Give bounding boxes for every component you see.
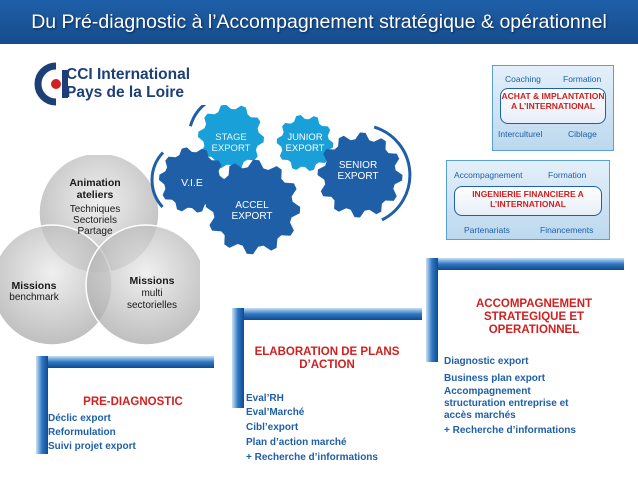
page-title: Du Pré-diagnostic à l’Accompagnement stratégique & opérationnel (0, 0, 638, 44)
step-2-title: ELABORATION DE PLANS D’ACTION (254, 346, 400, 371)
box-achat-top-right: Formation (563, 74, 602, 84)
gear-label-junior: JUNIOR EXPORT (285, 132, 325, 154)
step-3-title: ACCOMPAGNEMENT STRATEGIQUE ET OPERATIONNEL (475, 298, 593, 336)
venn-right-sub: multi sectorielles (126, 288, 178, 311)
box-finance-top-right: Formation (548, 170, 587, 180)
step-3-item-2: Business plan export (444, 373, 546, 384)
step-1-item-2: Reformulation (48, 427, 116, 438)
step-2-bar-vertical (232, 308, 244, 408)
step-1-bar-vertical (36, 356, 48, 454)
logo-line-2: Pays de la Loire (66, 84, 185, 101)
gear-label-stage: STAGE EXPORT (211, 132, 251, 154)
box-finance-bottom-left: Partenariats (464, 225, 510, 235)
step-2-item-3: Cibl’export (246, 422, 299, 433)
venn-top-item-1: Techniques (69, 204, 121, 215)
step-1-item-3: Suivi projet export (48, 441, 136, 452)
venn-top-item-2: Sectoriels (73, 215, 117, 226)
step-2-bar-horizontal (232, 308, 422, 320)
box-finance-bottom-right: Financements (540, 225, 594, 235)
logo-line-1: CCI International (66, 66, 191, 83)
step-3-bar-horizontal (426, 258, 624, 270)
venn-left-title: Missions (11, 280, 57, 292)
venn-right-title: Missions (129, 275, 175, 287)
venn-left-sub: benchmark (9, 292, 59, 303)
step-3-item-1: Diagnostic export (444, 356, 529, 367)
step-3-item-3: Accompagnement structuration entreprise et accès marchés (444, 386, 569, 421)
gear-label-senior: SENIOR EXPORT (337, 160, 379, 182)
step-2-item-5: + Recherche d’informations (246, 452, 378, 463)
box-achat-bottom-left: Interculturel (498, 129, 543, 139)
box-achat-bottom-right: Ciblage (568, 129, 597, 139)
box-achat-top-left: Coaching (505, 74, 541, 84)
box-finance-top-left: Accompagnement (454, 170, 523, 180)
gear-label-accel: ACCEL EXPORT (231, 200, 273, 222)
step-2-item-2: Eval’Marché (246, 407, 305, 418)
step-3-bar-vertical (426, 258, 438, 362)
step-1-item-1: Déclic export (48, 413, 111, 424)
step-1-title: PRE-DIAGNOSTIC (83, 396, 183, 408)
step-2-item-4: Plan d’action marché (246, 437, 347, 448)
box-finance-center: INGENIERIE FINANCIERE A L’INTERNATIONAL (454, 186, 602, 216)
venn-top-title: Animation ateliers (69, 177, 121, 201)
box-achat-center: ACHAT & IMPLANTATION A L’INTERNATIONAL (500, 88, 606, 124)
gear-label-vie: V.I.E (181, 177, 203, 189)
step-3-item-4: + Recherche d’informations (444, 425, 576, 436)
venn-top-item-3: Partage (77, 226, 113, 237)
step-2-item-1: Eval’RH (246, 393, 284, 404)
step-1-bar-horizontal (36, 356, 214, 368)
